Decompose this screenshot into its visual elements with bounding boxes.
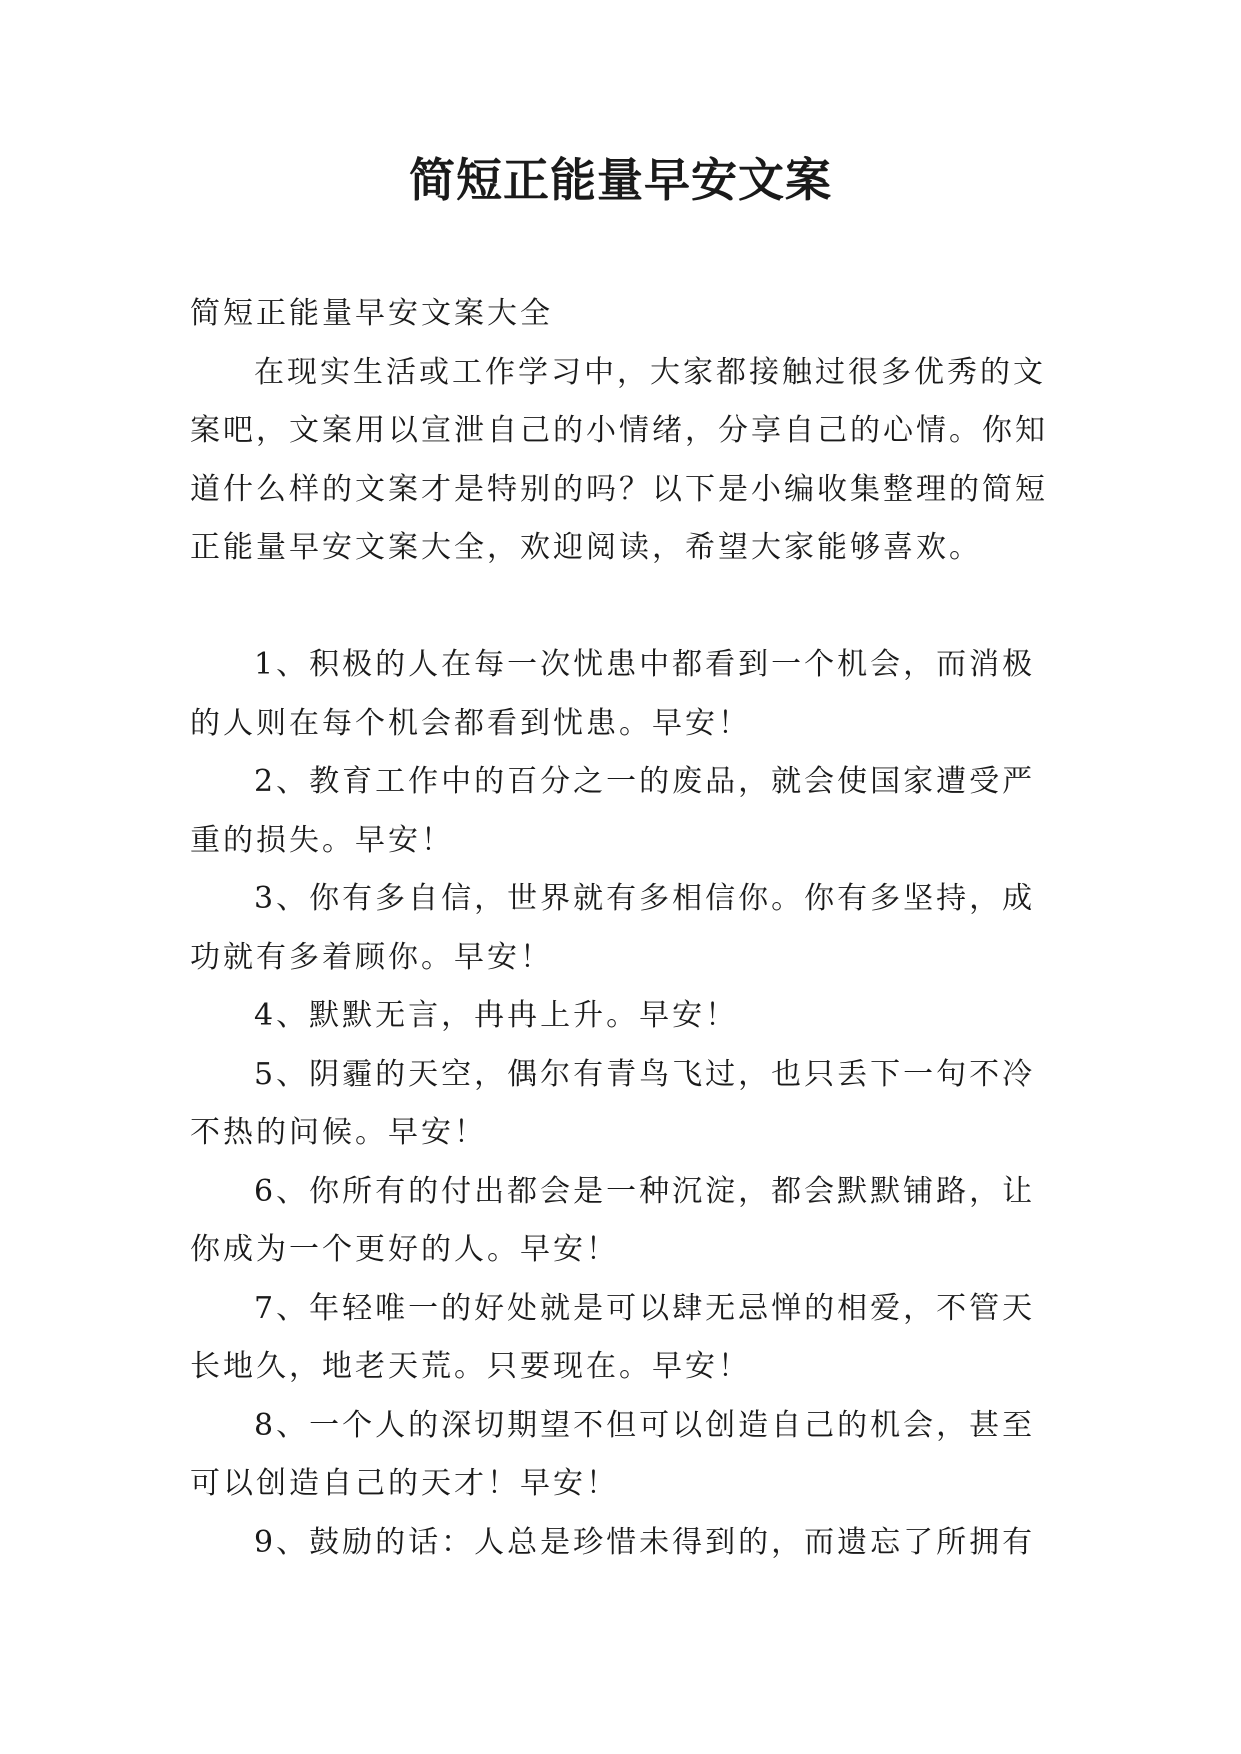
intro-paragraph: 在现实生活或工作学习中，大家都接触过很多优秀的文案吧，文案用以宣泄自己的小情绪，分享自己的心情。你知道什么样的文案才是特别的吗？以下是小编收集整理的简短正能量早安文案大全，欢迎阅读，希望大家能够喜欢。 [190, 354, 1048, 565]
list-item: 1、积极的人在每一次忧患中都看到一个机会，而消极的人则在每个机会都看到忧患。早安！ [190, 647, 1036, 741]
list-item: 5、阴霾的天空，偶尔有青鸟飞过，也只丢下一句不冷不热的问候。早安！ [190, 1056, 1036, 1150]
document-title: 简短正能量早安文案 [409, 153, 832, 207]
list-item: 7、年轻唯一的好处就是可以肆无忌惮的相爱，不管天长地久，地老天荒。只要现在。早安！ [190, 1290, 1036, 1384]
document-body [190, 285, 1050, 1572]
list-item: 8、一个人的深切期望不但可以创造自己的机会，甚至可以创造自己的天才！早安！ [190, 1407, 1036, 1501]
list-item: 6、你所有的付出都会是一种沉淀，都会默默铺路，让你成为一个更好的人。早安！ [190, 1173, 1036, 1267]
list-item: 4、默默无言，冉冉上升。早安！ [254, 998, 739, 1033]
paragraph-spacer [190, 578, 1050, 637]
document-subtitle: 简短正能量早安文案大全 [190, 296, 553, 331]
list-item: 9、鼓励的话：人总是珍惜未得到的，而遗忘了所拥有 [254, 1524, 1036, 1560]
list-item: 2、教育工作中的百分之一的废品，就会使国家遭受严重的损失。早安！ [190, 764, 1036, 858]
list-item: 3、你有多自信，世界就有多相信你。你有多坚持，成功就有多着顾你。早安！ [190, 881, 1036, 975]
